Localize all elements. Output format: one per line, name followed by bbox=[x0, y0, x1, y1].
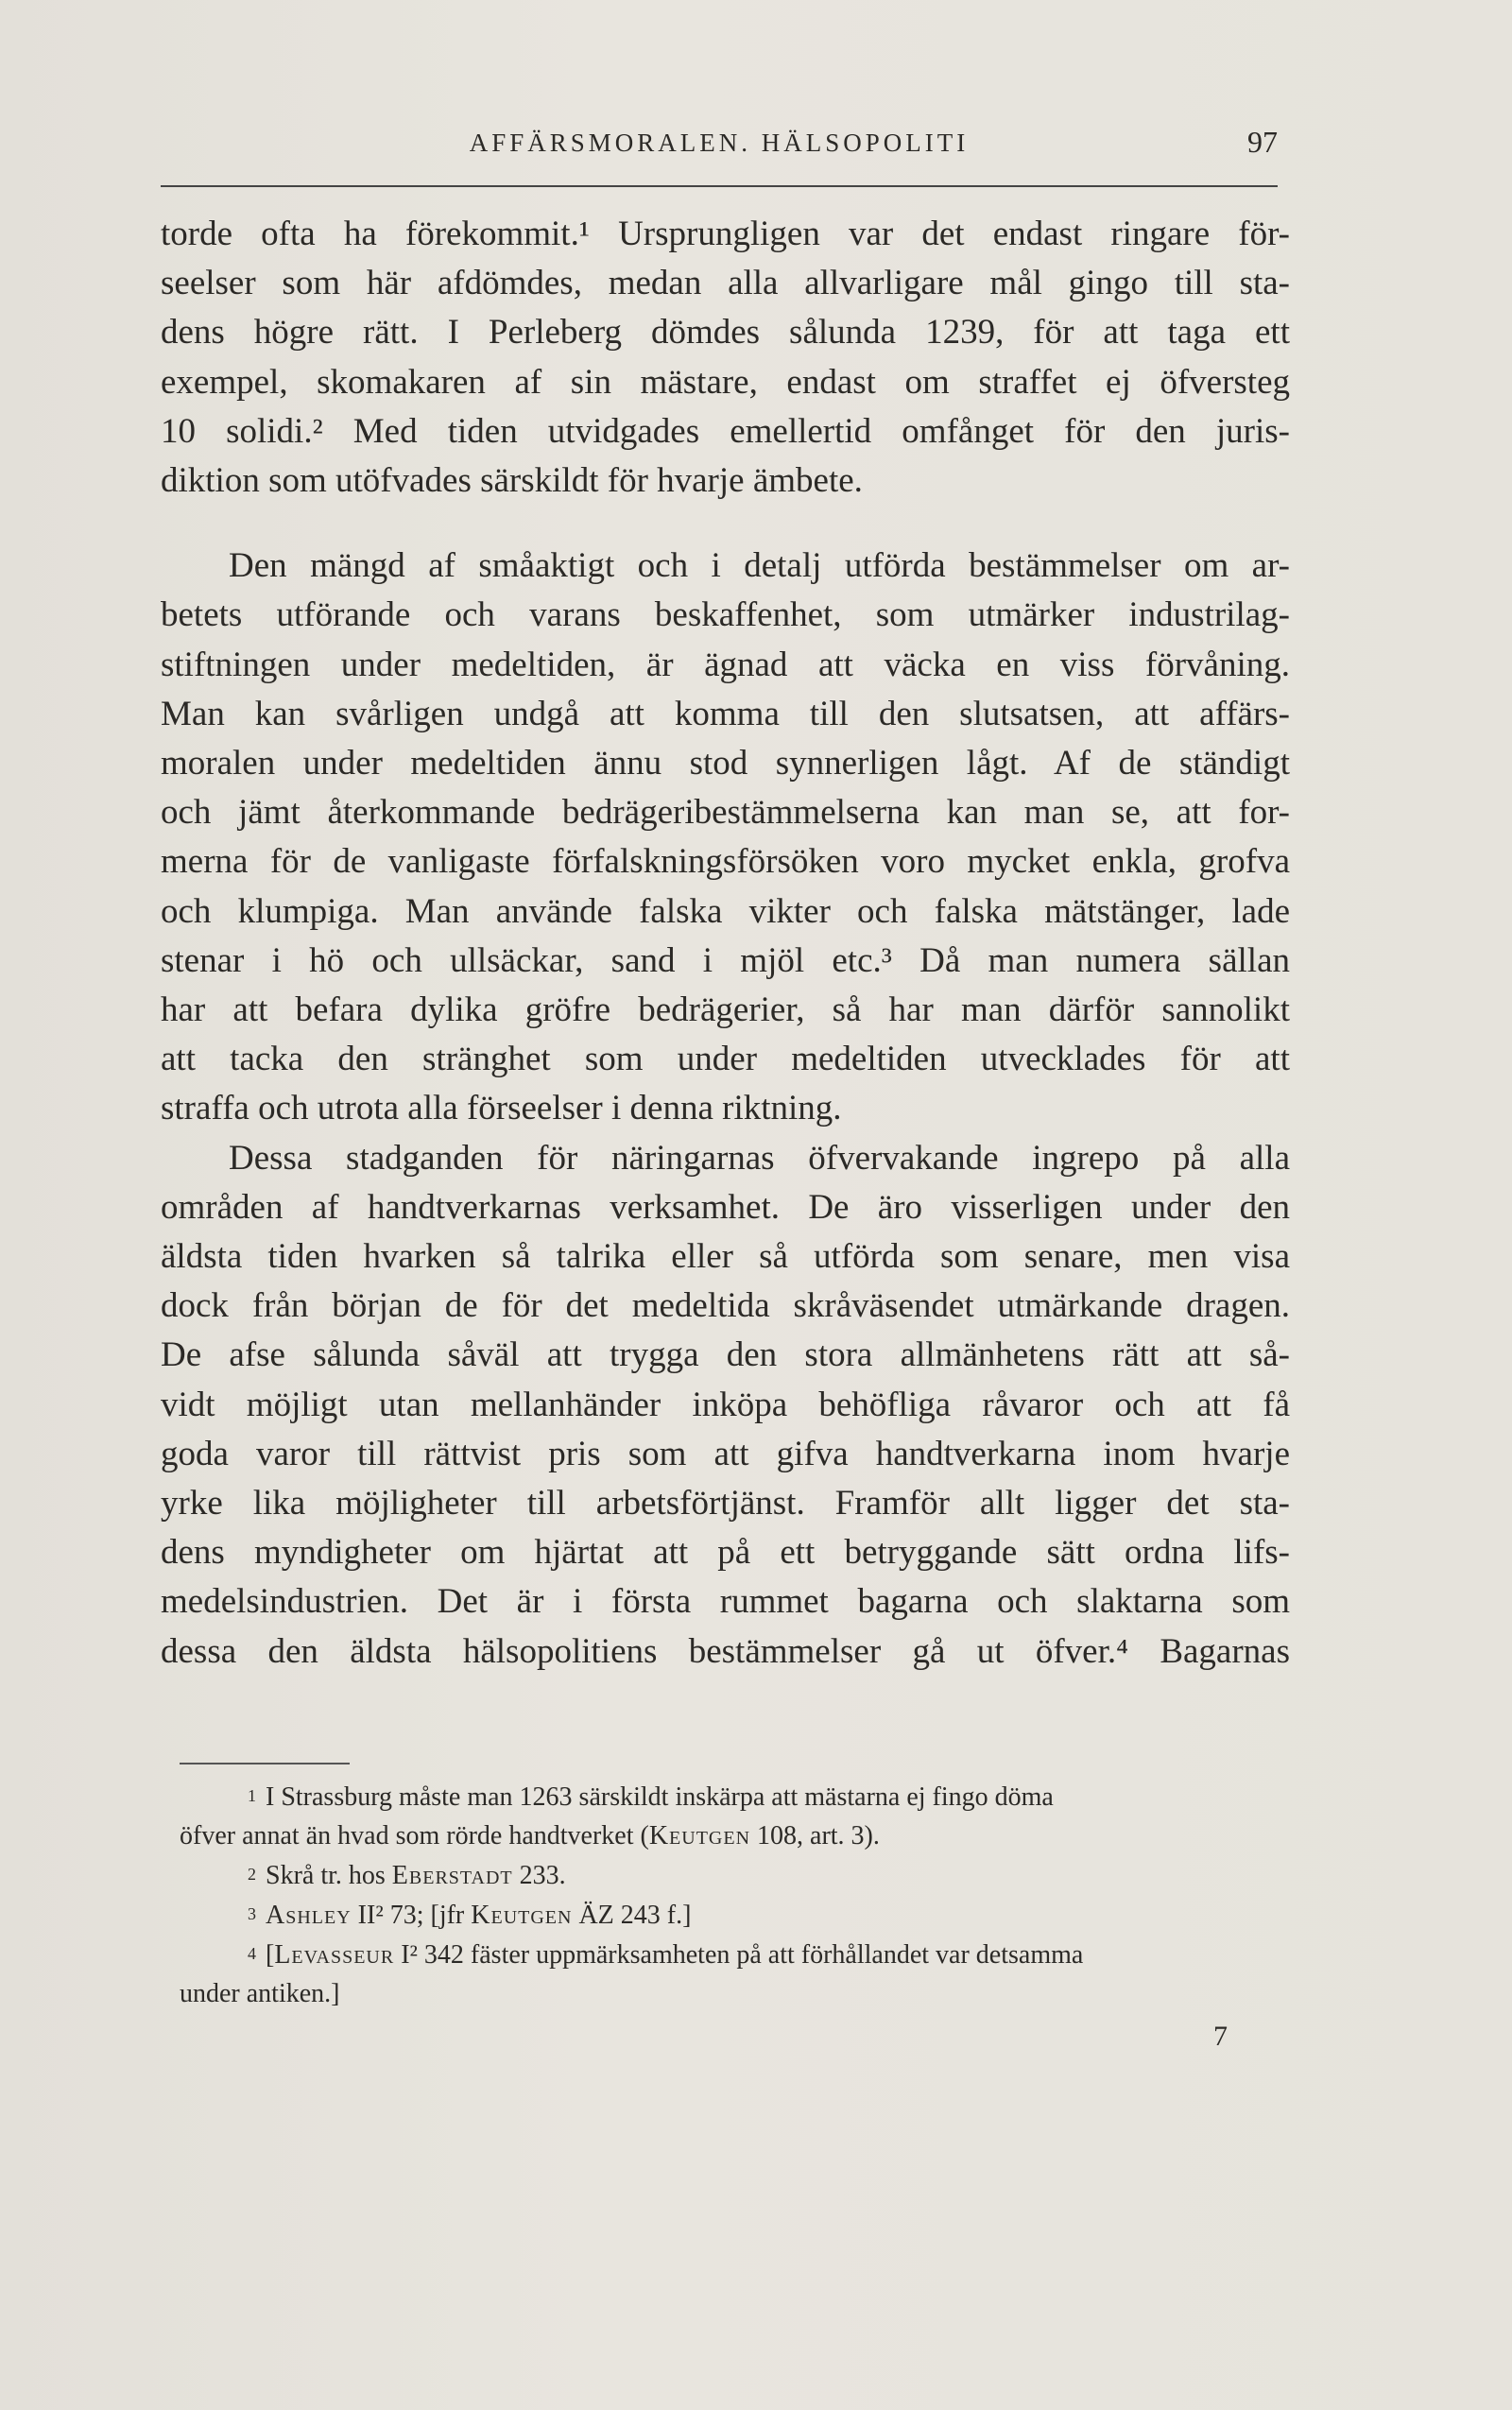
footnote-1 bbox=[180, 1777, 1295, 1816]
text-line: moralen under medeltiden ännu stod synnerligen lågt. Af de ständigt bbox=[161, 744, 1290, 783]
running-title: AFFÄRSMORALEN. HÄLSOPOLITI bbox=[469, 129, 970, 157]
footnote-mark: 1 bbox=[248, 1786, 256, 1805]
text-line: och klumpiga. Man använde falska vikter och falska mätstänger, lade bbox=[161, 891, 1290, 931]
text-line: och jämt återkommande bedrägeribestämmelserna kan man se, att for- bbox=[161, 793, 1290, 833]
text-line: Dessa stadganden för näringarnas öfvervakande ingrepo på alla bbox=[229, 1138, 1290, 1178]
text-line: merna för de vanligaste förfalskningsförsöken voro mycket enkla, grofva bbox=[161, 842, 1290, 882]
text-line: torde ofta ha förekommit.¹ Ursprungligen var det endast ringare för- bbox=[161, 215, 1290, 253]
footnotes bbox=[180, 1777, 1295, 2013]
header-rule bbox=[161, 185, 1278, 187]
author-name: Eberstadt bbox=[391, 1861, 513, 1890]
footnote-text: I Strassburg måste man 1263 särskildt inskärpa att mästarna ej fingo döma bbox=[266, 1782, 1054, 1812]
text-line: straffa och utrota alla förseelser i denna riktning. bbox=[161, 1089, 842, 1128]
text-line: har att befara dylika gröfre bedrägerier, så har man därför sannolikt bbox=[161, 990, 1290, 1030]
text-line: diktion som utöfvades särskildt för hvarje ämbete. bbox=[161, 461, 863, 501]
author-name: Levasseur bbox=[274, 1940, 395, 1970]
footnote-text: [ bbox=[266, 1940, 275, 1970]
footnote-2 bbox=[180, 1855, 1295, 1895]
page-number: 97 bbox=[1247, 125, 1278, 159]
text-line: exempel, skomakaren af sin mästare, endast om straffet ej öfversteg bbox=[161, 362, 1290, 402]
text-line: stiftningen under medeltiden, är ägnad att väcka en viss förvåning. bbox=[161, 645, 1290, 684]
text-line: dens myndigheter om hjärtat att på ett betryggande sätt ordna lifs- bbox=[161, 1533, 1290, 1573]
text-line: medelsindustrien. Det är i första rummet bagarna och slaktarna som bbox=[161, 1582, 1290, 1622]
footnote-mark: 2 bbox=[248, 1865, 256, 1884]
paragraph-gap bbox=[161, 506, 1295, 542]
footnote-text: I² 342 fäster uppmärksamheten på att förhållandet var detsamma bbox=[394, 1940, 1084, 1970]
body-text bbox=[161, 210, 1295, 1677]
footnote-text: II² 73; [jfr bbox=[351, 1901, 472, 1930]
author-name: Keutgen bbox=[471, 1901, 573, 1930]
footnote-text: Skrå tr. hos bbox=[266, 1861, 392, 1890]
footnote-text: 233. bbox=[512, 1861, 566, 1890]
text-line: äldsta tiden hvarken så talrika eller så utförda som senare, men visa bbox=[161, 1237, 1290, 1277]
text-line: Den mängd af småaktigt och i detalj utförda bestämmelser om ar- bbox=[229, 546, 1290, 586]
author-name: Ashley bbox=[266, 1901, 352, 1930]
footnote-text: 108, art. 3). bbox=[750, 1821, 880, 1851]
text-line: dessa den äldsta hälsopolitiens bestämmelser gå ut öfver.⁴ Bagarnas bbox=[161, 1631, 1290, 1671]
footnote-3 bbox=[180, 1895, 1295, 1935]
text-line: Man kan svårligen undgå att komma till den slutsatsen, att affärs- bbox=[161, 694, 1290, 733]
text-line: att tacka den stränghet som under medeltiden utvecklades för att bbox=[161, 1040, 1290, 1079]
signature-mark: 7 bbox=[1213, 2021, 1228, 2052]
text-line: 10 solidi.² Med tiden utvidgades emellertid omfånget för den juris- bbox=[161, 411, 1290, 451]
footnote-mark: 3 bbox=[248, 1904, 256, 1923]
author-name: Keutgen bbox=[648, 1821, 751, 1851]
text-line: stenar i hö och ullsäckar, sand i mjöl etc.³ Då man numera sällan bbox=[161, 940, 1290, 980]
text-line: dens högre rätt. I Perleberg dömdes sålunda 1239, för att taga ett bbox=[161, 313, 1290, 353]
text-line: vidt möjligt utan mellanhänder inköpa behöfliga råvaror och att få bbox=[161, 1385, 1290, 1424]
footnote-rule bbox=[180, 1763, 350, 1764]
text-line: seelser som här afdömdes, medan alla allvarligare mål gingo till sta- bbox=[161, 264, 1290, 303]
footnote-mark: 4 bbox=[248, 1944, 256, 1963]
footnote-4 bbox=[180, 1935, 1295, 1974]
footnote-text: öfver annat än hvad som rörde handtverket ( bbox=[180, 1821, 649, 1851]
text-line: dock från början de för det medeltida skråväsendet utmärkande dragen. bbox=[161, 1286, 1290, 1326]
footnote-1-continued bbox=[180, 1816, 1295, 1855]
text-line: goda varor till rättvist pris som att gifva handtverkarna inom hvarje bbox=[161, 1434, 1290, 1473]
text-line: betets utförande och varans beskaffenhet, som utmärker industrilag- bbox=[161, 595, 1290, 635]
text-line: områden af handtverkarnas verksamhet. De äro visserligen under den bbox=[161, 1187, 1290, 1227]
text-line: yrke lika möjligheter till arbetsförtjänst. Framför allt ligger det sta- bbox=[161, 1484, 1290, 1523]
footnote-4-continued: under antiken.] bbox=[180, 1979, 340, 2008]
footnote-text: ÄZ 243 f.] bbox=[572, 1901, 692, 1930]
text-line: De afse sålunda såväl att trygga den stora allmänhetens rätt att så- bbox=[161, 1335, 1290, 1375]
running-head bbox=[161, 125, 1278, 166]
